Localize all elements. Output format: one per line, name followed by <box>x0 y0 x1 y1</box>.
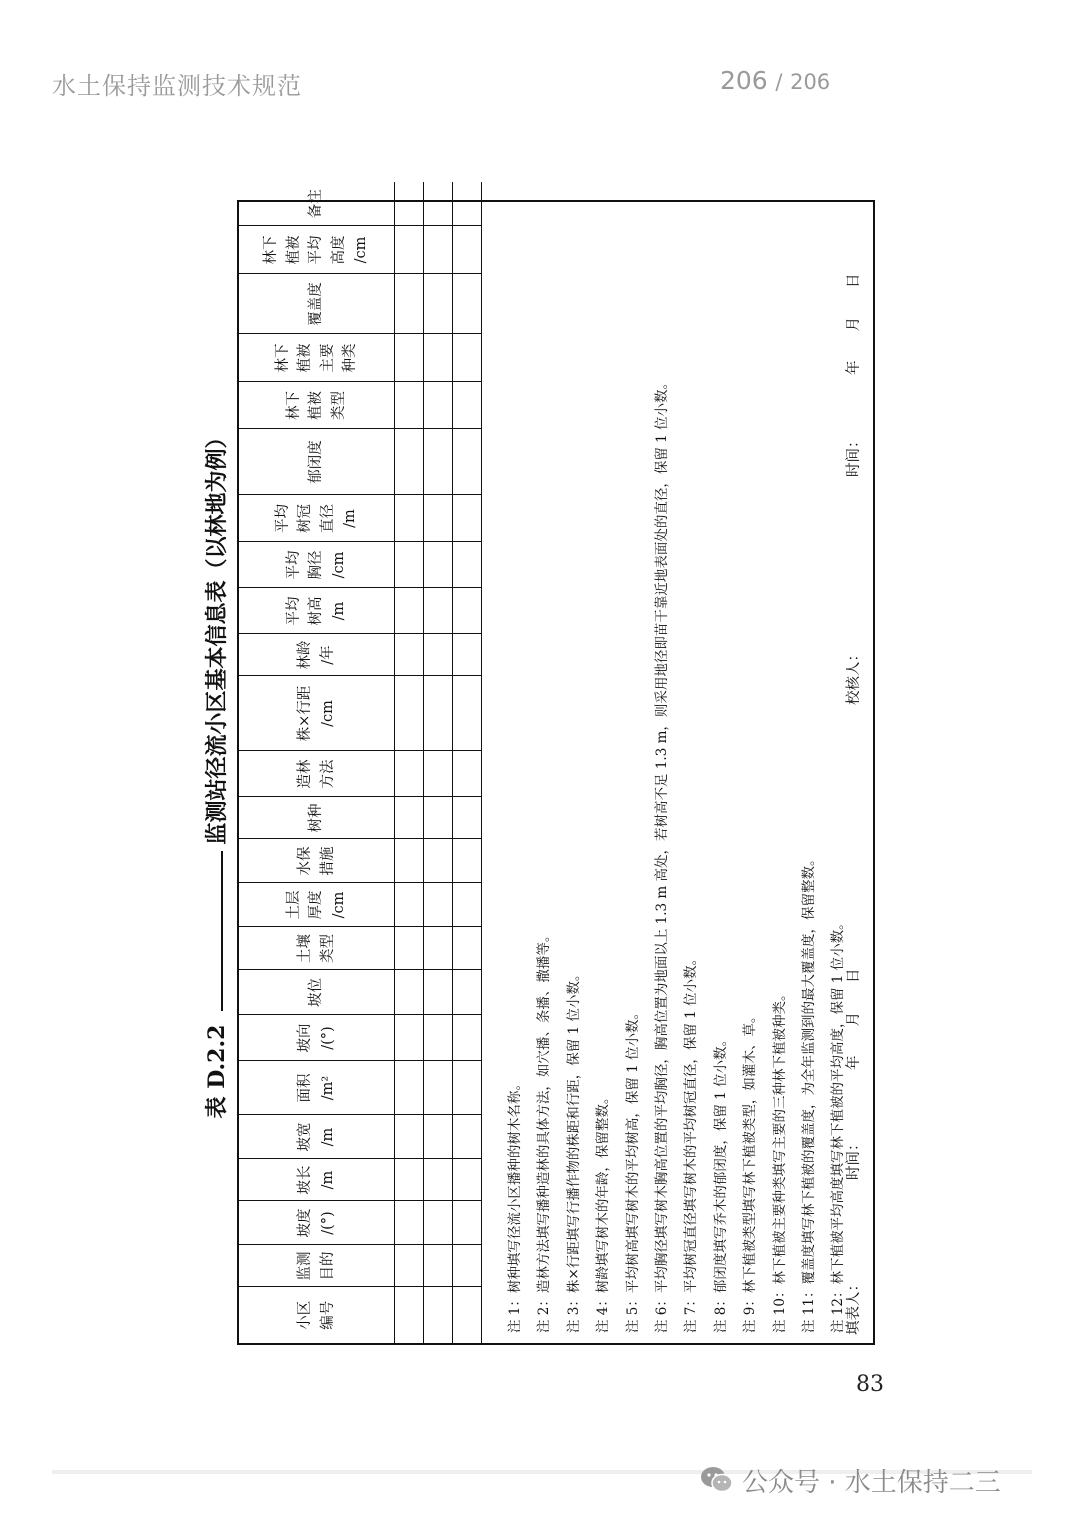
table-cell <box>453 334 482 382</box>
table-cell <box>395 429 424 495</box>
table-cell <box>424 634 453 676</box>
note-line: 注 1：树种填写径流小区播种的树木名称。 <box>507 1077 523 1333</box>
column-header-text: 覆盖度 <box>308 282 325 326</box>
document-title: 水土保持监测技术规范 <box>52 72 302 100</box>
column-header-text: 平均 <box>285 596 302 626</box>
column-header-text: /m <box>330 601 347 621</box>
table-cell <box>453 839 482 883</box>
table-cell <box>424 1061 453 1115</box>
time-label-2: 时间： <box>846 433 862 477</box>
table-cell <box>424 839 453 883</box>
table-cell <box>453 927 482 970</box>
table-cell <box>395 1159 424 1201</box>
table-cell <box>424 274 453 334</box>
table-cell <box>453 1061 482 1115</box>
column-header <box>239 751 395 797</box>
table-frame <box>237 189 875 1345</box>
column-header-text: /m <box>341 509 358 528</box>
column-header <box>239 429 395 495</box>
column-header <box>239 927 395 970</box>
column-header-text: 林下 <box>263 235 280 265</box>
table-caption <box>200 200 231 1345</box>
column-header-text: /(°) <box>319 1211 336 1235</box>
table-cell <box>395 182 424 226</box>
column-header <box>239 797 395 839</box>
note-line: 注 8：郁闭度填写乔木的郁闭度，保留 1 位小数。 <box>712 1032 729 1333</box>
info-table <box>239 182 482 1343</box>
note-line: 注 7：平均树冠直径填写树木的平均树冠直径，保留 1 位小数。 <box>683 951 700 1333</box>
column-header-text: 林下 <box>274 343 291 373</box>
table-header-row <box>239 182 395 1343</box>
column-header-text: 土层 <box>285 890 302 920</box>
column-header-text: 目的 <box>319 1251 336 1281</box>
column-header-text: /m <box>319 1127 336 1147</box>
table-title: 监测站径流小区基本信息表（以林地为例） <box>204 426 230 845</box>
page-separator: / <box>775 70 783 94</box>
table-cell <box>395 1061 424 1115</box>
table-cell <box>424 1115 453 1159</box>
note-line: 注 6：平均胸径填写树木胸高位置的平均胸径，胸高位置为地面以上 1.3 m 高处，若树高不足 1.3 m，则采用地径即苗干靠近地表面处的直径，保留 1 位小数。 <box>654 375 671 1333</box>
column-header-text: 类型 <box>330 391 347 420</box>
column-header-text: 植被 <box>297 343 314 373</box>
table-cell <box>453 1287 482 1343</box>
column-header-text: 方法 <box>319 759 336 789</box>
table-cell <box>424 542 453 588</box>
table-cell <box>453 1115 482 1159</box>
table-cell <box>453 382 482 429</box>
column-header-text: /cm <box>353 236 370 264</box>
table-cell <box>395 382 424 429</box>
table-cell <box>424 1287 453 1343</box>
table-cell <box>424 182 453 226</box>
table-cell <box>395 634 424 676</box>
table-cell <box>395 588 424 634</box>
note-line: 注 10：林下植被主要种类填写主要的三种林下植被种类。 <box>771 987 788 1333</box>
column-header-text: 高度 <box>330 235 347 265</box>
table-cell <box>395 274 424 334</box>
column-header-text: 植被 <box>285 235 302 265</box>
table-cell <box>395 883 424 927</box>
table-cell <box>453 226 482 274</box>
table-cell <box>453 883 482 927</box>
table-cell <box>395 1245 424 1287</box>
column-header-text: 厚度 <box>308 890 325 920</box>
filler-label: 填表人： <box>846 1277 862 1335</box>
table-cell <box>395 542 424 588</box>
column-header-text: 树冠 <box>297 504 314 533</box>
table-cell <box>424 1245 453 1287</box>
table-cell <box>453 542 482 588</box>
page-total: 206 <box>790 70 831 94</box>
table-cell <box>395 1287 424 1343</box>
table-cell <box>424 226 453 274</box>
note-line: 注 11：覆盖度填写林下植被的覆盖度，为全年监测到的最大覆盖度，保留整数。 <box>801 852 818 1333</box>
column-header-text: 土壤 <box>297 934 314 963</box>
column-header-text: 监测 <box>297 1251 314 1281</box>
table-cell <box>395 676 424 751</box>
table-cell <box>395 839 424 883</box>
column-header-text: 种类 <box>341 343 358 373</box>
table-cell <box>395 334 424 382</box>
column-header-text: 平均 <box>285 550 302 580</box>
column-header <box>239 182 395 226</box>
checker-label: 校核人： <box>846 647 862 705</box>
column-header-text: 面积 <box>297 1073 314 1103</box>
column-header <box>239 588 395 634</box>
table-cell <box>395 970 424 1015</box>
table-cell <box>395 927 424 970</box>
table-cell <box>453 1201 482 1245</box>
column-header-text: 坡位 <box>308 978 325 1007</box>
table-cell <box>424 1159 453 1201</box>
column-header-text: /m² <box>319 1075 336 1101</box>
column-header-text: 小区 <box>297 1300 314 1330</box>
column-header <box>239 542 395 588</box>
column-header <box>239 634 395 676</box>
table-cell <box>395 1015 424 1061</box>
table-notes <box>501 213 854 1333</box>
watermark <box>700 1462 1001 1501</box>
table-cell <box>453 676 482 751</box>
column-header <box>239 1201 395 1245</box>
table-cell <box>395 751 424 797</box>
note-line: 注 9：林下植被类型填写林下植被类型，如灌木、草。 <box>742 1009 759 1333</box>
table-cell <box>395 226 424 274</box>
table-row <box>453 182 482 1343</box>
table-cell <box>424 1201 453 1245</box>
table-cell <box>453 1015 482 1061</box>
column-header-text: 平均 <box>308 235 325 265</box>
table-cell <box>424 334 453 382</box>
table-row <box>395 182 424 1343</box>
table-cell <box>453 588 482 634</box>
table-cell <box>424 1015 453 1061</box>
rotated-table-page <box>200 189 910 1345</box>
column-header <box>239 883 395 927</box>
column-header-text: 郁闭度 <box>308 440 325 484</box>
column-header <box>239 839 395 883</box>
column-header-text: 主要 <box>319 343 336 373</box>
table-cell <box>395 495 424 542</box>
column-header-text: 坡向 <box>297 1023 314 1053</box>
note-line: 注 4：树龄填写树木的年龄，保留整数。 <box>595 1090 612 1333</box>
table-cell <box>424 382 453 429</box>
table-cell <box>424 495 453 542</box>
column-header-text: /cm <box>330 551 347 579</box>
column-header-text: 造林 <box>297 759 314 789</box>
column-header-text: 胸径 <box>308 550 325 580</box>
table-cell <box>424 588 453 634</box>
column-header-text: 措施 <box>319 846 336 876</box>
page-current: 206 <box>720 66 768 95</box>
column-header <box>239 1061 395 1115</box>
wechat-icon <box>700 1466 734 1501</box>
table-cell <box>453 182 482 226</box>
table-cell <box>424 751 453 797</box>
column-header-text: 坡度 <box>297 1208 314 1238</box>
column-header-text: 平均 <box>274 504 291 533</box>
table-cell <box>424 970 453 1015</box>
column-header <box>239 970 395 1015</box>
table-cell <box>395 1201 424 1245</box>
column-header-text: 林龄 <box>297 640 314 670</box>
table-cell <box>424 797 453 839</box>
column-header-text: 直径 <box>319 504 336 533</box>
page-counter <box>720 66 830 95</box>
column-header-text: 水保 <box>297 846 314 876</box>
column-header-text: /年 <box>319 645 336 665</box>
table-cell <box>453 495 482 542</box>
date-blank-1: 年 月 日 <box>846 968 862 1070</box>
column-header-text: 株×行距 <box>297 685 314 742</box>
page-number: 83 <box>856 1372 884 1397</box>
table-cell <box>395 797 424 839</box>
column-header-text: /m <box>319 1170 336 1190</box>
table-cell <box>453 429 482 495</box>
table-cell <box>453 970 482 1015</box>
table-cell <box>424 883 453 927</box>
table-number: 表 D.2.2 <box>204 1024 230 1119</box>
table-cell <box>453 751 482 797</box>
column-header-text: /cm <box>330 891 347 919</box>
table-cell <box>453 1159 482 1201</box>
date-blank-2: 年 月 日 <box>846 273 862 375</box>
column-header-text: 坡长 <box>297 1165 314 1195</box>
column-header-text: /cm <box>319 700 336 727</box>
table-cell <box>424 676 453 751</box>
column-header-text: 类型 <box>319 934 336 963</box>
column-header <box>239 1287 395 1343</box>
column-header <box>239 226 395 274</box>
column-header-text: /(°) <box>319 1026 336 1050</box>
column-header <box>239 1245 395 1287</box>
note-line: 注 2：造林方法填写播种造林的具体方法，如穴播、条播、撒播等。 <box>536 928 553 1333</box>
table-cell <box>453 634 482 676</box>
table-cell <box>395 1115 424 1159</box>
column-header <box>239 382 395 429</box>
column-header <box>239 1115 395 1159</box>
title-rule <box>219 851 223 1011</box>
column-header-text: 编号 <box>319 1300 336 1330</box>
column-header-text: 林下 <box>285 391 302 420</box>
table-cell <box>424 927 453 970</box>
column-header <box>239 1015 395 1061</box>
column-header-text: 备注 <box>308 189 325 219</box>
table-row <box>424 182 453 1343</box>
table-cell <box>424 429 453 495</box>
column-header-text: 坡宽 <box>297 1122 314 1152</box>
note-line: 注 3：株×行距填写行播作物的株距和行距，保留 1 位小数。 <box>565 967 582 1333</box>
column-header <box>239 274 395 334</box>
table-cell <box>453 274 482 334</box>
note-line: 注 12：林下植被平均高度填写林下植被的平均高度，保留 1 位小数。 <box>830 916 847 1333</box>
column-header-text: 树高 <box>308 596 325 626</box>
note-line: 注 5：平均树高填写树木的平均树高，保留 1 位小数。 <box>624 1005 641 1333</box>
time-label-1: 时间： <box>846 1136 862 1180</box>
column-header-text: 树种 <box>308 803 325 833</box>
column-header <box>239 334 395 382</box>
column-header <box>239 1159 395 1201</box>
watermark-text: 公众号 · 水土保持二三 <box>742 1468 1001 1498</box>
column-header <box>239 495 395 542</box>
table-cell <box>453 1245 482 1287</box>
column-header <box>239 676 395 751</box>
table-cell <box>453 797 482 839</box>
column-header-text: 植被 <box>308 391 325 420</box>
